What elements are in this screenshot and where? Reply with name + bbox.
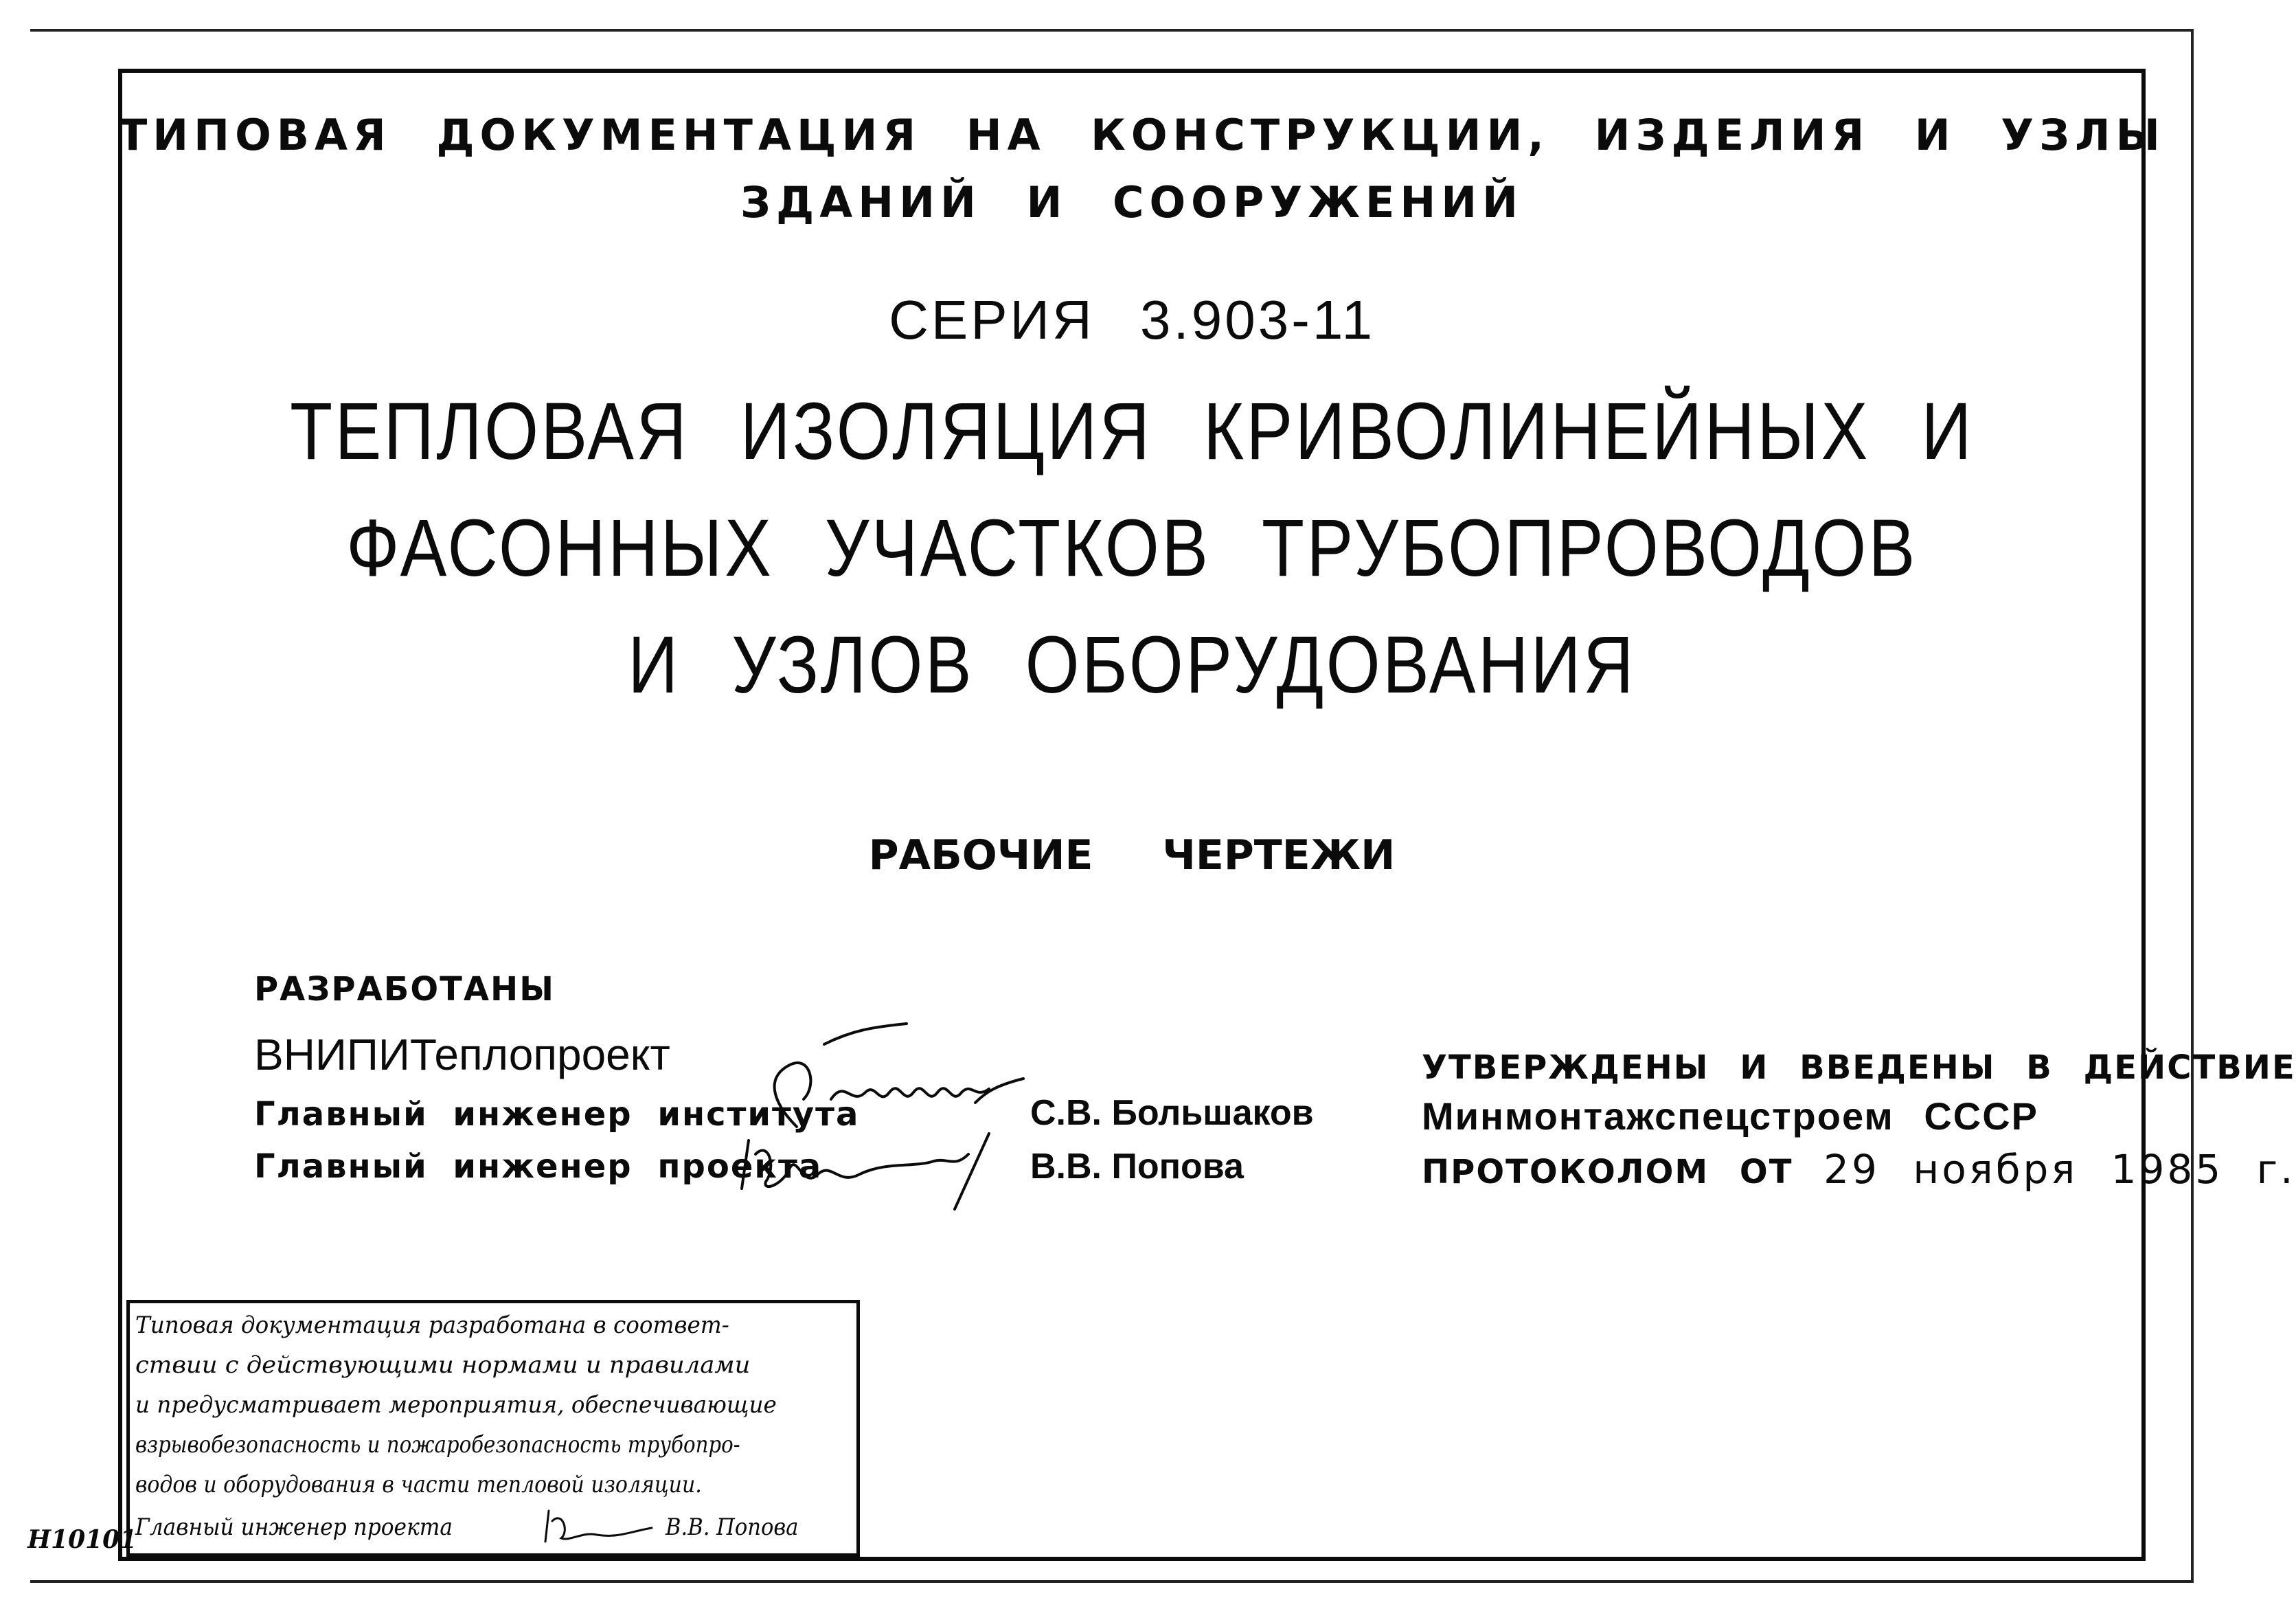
- approval-statement: УТВЕРЖДЕНЫ И ВВЕДЕНЫ В ДЕЙСТВИЕ: [1422, 1048, 2296, 1087]
- chief-engineer-institute-position: Главный инженер института: [254, 1095, 860, 1134]
- document-type-line-2: ЗДАНИЙ И СООРУЖЕНИЙ: [740, 177, 1524, 227]
- note-line: водов и оборудования в части тепловой изоляции.: [135, 1471, 702, 1498]
- compliance-note-box: [126, 1300, 860, 1557]
- protocol-date: 29 ноября 1985 г.: [1823, 1146, 2296, 1193]
- margin-code: Н10101: [27, 1525, 137, 1554]
- document-subtitle: РАБОЧИЕ ЧЕРТЕЖИ: [868, 831, 1396, 879]
- note-line: Типовая документация разработана в соответ-: [135, 1312, 729, 1339]
- approval-protocol: [1422, 1146, 2296, 1193]
- developer-organization: ВНИПИТеплопроект: [254, 1030, 670, 1079]
- note-signature: [542, 1504, 659, 1552]
- note-signed-name: В.В. Попова: [666, 1513, 799, 1541]
- title-line-1: ТЕПЛОВАЯ ИЗОЛЯЦИЯ КРИВОЛИНЕЙНЫХ И: [290, 386, 1974, 477]
- note-line: ствии с действующими нормами и правилами: [135, 1351, 751, 1379]
- note-line: и предусматривает мероприятия, обеспечивающие: [135, 1391, 777, 1419]
- signature-project-engineer: [728, 1127, 1044, 1216]
- protocol-prefix: ПРОТОКОЛОМ ОТ: [1422, 1153, 1793, 1191]
- title-line-3: И УЗЛОВ ОБОРУДОВАНИЯ: [628, 620, 1636, 710]
- note-line: взрывобезопасность и пожаробезопасность трубопро-: [135, 1431, 740, 1459]
- series-number: СЕРИЯ 3.903-11: [889, 289, 1375, 350]
- approving-authority: Минмонтажспецстроем СССР: [1422, 1094, 2039, 1138]
- note-signatory-position: Главный инженер проекта: [135, 1513, 453, 1541]
- document-type-line-1: ТИПОВАЯ ДОКУМЕНТАЦИЯ НА КОНСТРУКЦИИ, ИЗДЕЛИЯ И УЗЛЫ: [118, 110, 2166, 160]
- developed-label: РАЗРАБОТАНЫ: [254, 970, 555, 1009]
- title-line-2: ФАСОННЫХ УЧАСТКОВ ТРУБОПРОВОДОВ: [346, 503, 1918, 594]
- chief-engineer-project-name: В.В. Попова: [1030, 1147, 1244, 1186]
- chief-engineer-institute-name: С.В. Большаков: [1030, 1093, 1314, 1133]
- chief-engineer-project-position: Главный инженер проекта: [254, 1147, 823, 1186]
